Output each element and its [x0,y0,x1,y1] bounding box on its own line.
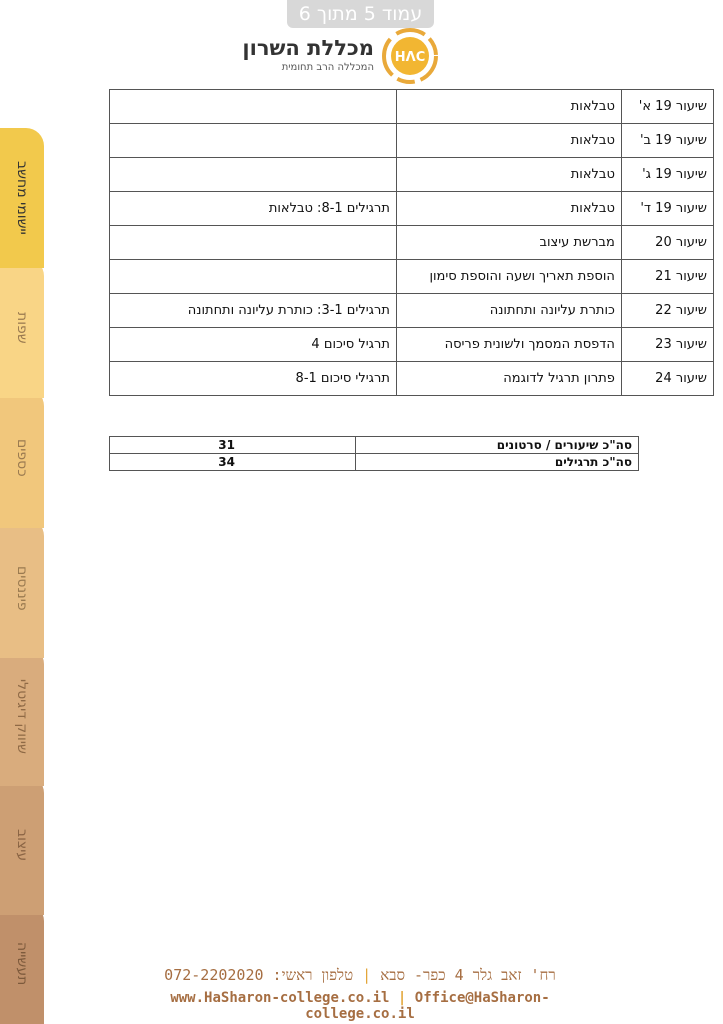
side-tab-label: כספים [14,439,30,477]
lesson-exercises-cell: תרגילי סיכום 8-1 [110,362,397,396]
lesson-topic-cell: הוספת תאריך ושעה והוספת סימון [396,260,621,294]
footer-website-link[interactable]: www.HaSharon-college.co.il [170,990,390,1006]
lesson-number-cell: שיעור 21 [621,260,713,294]
side-tab[interactable] [0,388,44,528]
lesson-exercises-cell [110,260,397,294]
lesson-topic-cell: כותרת עליונה ותחתונה [396,294,621,328]
summary-value: 31 [110,437,356,454]
svg-text:HΛC: HΛC [394,50,426,65]
lesson-exercises-cell [110,124,397,158]
table-row [110,362,714,396]
lesson-exercises-cell: תרגילים 8-1: טבלאות [110,192,397,226]
side-tab[interactable] [0,775,44,915]
table-row [110,158,714,192]
lesson-exercises-cell: תרגילים 3-1: כותרת עליונה ותחתונה [110,294,397,328]
side-tab[interactable] [0,903,44,1024]
lesson-topic-cell: טבלאות [396,192,621,226]
lesson-topic-cell: טבלאות [396,158,621,192]
footer-web-line [140,990,580,1022]
lesson-exercises-cell [110,158,397,192]
logo-mark-icon [382,28,438,84]
table-row [110,294,714,328]
side-tab[interactable] [0,258,44,398]
lesson-exercises-cell [110,226,397,260]
lesson-topic-cell: פתרון תרגיל לדוגמה [396,362,621,396]
footer-phone: טלפון ראשי: 072-2202020 [164,966,354,984]
table-row [110,90,714,124]
lesson-topic-cell: טבלאות [396,90,621,124]
footer-separator: | [397,990,407,1006]
lesson-topic-cell: הדפסת המסמך ולשונית פריסה [396,328,621,362]
lesson-exercises-cell: תרגיל סיכום 4 [110,328,397,362]
side-tab-label: שיווק דיגיטלי [14,678,30,754]
side-tab-label: תעשייה [14,941,30,986]
logo-subtitle: המכללה הרב תחומית [281,62,374,73]
page-indicator: עמוד 5 מתוך 6 [287,0,434,28]
summary-row [110,437,639,454]
table-row [110,124,714,158]
footer-contact-line [140,966,580,985]
side-tab-label: עיצוב [14,828,30,862]
lesson-exercises-cell [110,90,397,124]
side-tab-label: יישומי מחשב [14,161,30,235]
footer-email-link[interactable]: Office@HaSharon-college.co.il [305,990,550,1022]
lesson-number-cell: שיעור 24 [621,362,713,396]
lesson-number-cell: שיעור 19 ג' [621,158,713,192]
lesson-number-cell: שיעור 20 [621,226,713,260]
table-row [110,226,714,260]
lesson-topic-cell: טבלאות [396,124,621,158]
footer-separator: | [362,966,372,984]
lesson-number-cell: שיעור 19 ד' [621,192,713,226]
side-tab[interactable] [0,518,44,658]
table-row [110,328,714,362]
summary-label: סה"כ תרגילים [356,454,639,471]
lesson-number-cell: שיעור 19 א' [621,90,713,124]
side-tab-label: שפות [14,312,30,344]
lesson-number-cell: שיעור 23 [621,328,713,362]
table-row [110,260,714,294]
summary-row [110,454,639,471]
side-tab[interactable] [0,646,44,786]
side-tab-label: פיננסים [14,565,30,611]
lesson-number-cell: שיעור 22 [621,294,713,328]
summary-value: 34 [110,454,356,471]
lesson-topic-cell: מברשת עיצוב [396,226,621,260]
lesson-number-cell: שיעור 19 ב' [621,124,713,158]
lessons-table [109,89,714,396]
table-row [110,192,714,226]
side-tab[interactable] [0,128,44,268]
college-logo [242,28,438,86]
summary-label: סה"כ שיעורים / סרטונים [356,437,639,454]
summary-table [109,436,639,471]
logo-title: מכללת השרון [242,36,374,60]
footer-address: רח' זאב גלר 4 כפר- סבא [380,966,556,984]
